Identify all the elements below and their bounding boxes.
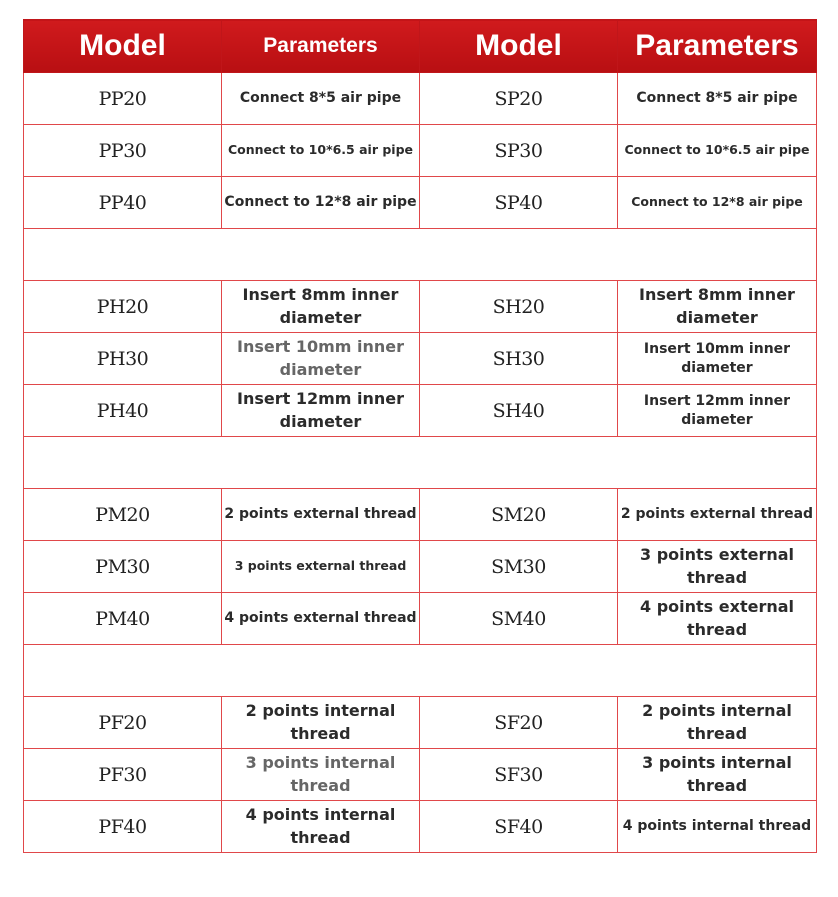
right-model-cell: SM30 (420, 541, 618, 593)
left-model-cell: PF20 (24, 697, 222, 749)
left-model-cell: PF30 (24, 749, 222, 801)
right-model-cell: SF40 (420, 801, 618, 853)
table-row (24, 489, 817, 541)
right-model-cell: SH40 (420, 385, 618, 437)
right-param-cell: 3 points internal thread (618, 749, 817, 801)
table-row (24, 177, 817, 229)
left-param-cell: 2 points external thread (222, 489, 420, 541)
left-param-cell: Insert 12mm inner diameter (222, 385, 420, 437)
table-row (24, 125, 817, 177)
table-row (24, 281, 817, 333)
model-parameters-table (23, 19, 817, 853)
group-separator-row (24, 645, 817, 697)
right-model-cell: SM40 (420, 593, 618, 645)
left-model-cell: PP30 (24, 125, 222, 177)
table-row (24, 73, 817, 125)
right-param-cell: 2 points internal thread (618, 697, 817, 749)
left-param-cell: 4 points external thread (222, 593, 420, 645)
table-row (24, 385, 817, 437)
left-model-cell: PH20 (24, 281, 222, 333)
right-param-cell: Insert 10mm inner diameter (618, 333, 817, 385)
right-model-cell: SH20 (420, 281, 618, 333)
right-model-cell: SP20 (420, 73, 618, 125)
left-param-cell: Connect to 12*8 air pipe (222, 177, 420, 229)
header-params-left: Parameters (222, 20, 420, 73)
left-model-cell: PP20 (24, 73, 222, 125)
left-param-cell: 3 points external thread (222, 541, 420, 593)
table-header-row (24, 20, 817, 73)
left-model-cell: PM20 (24, 489, 222, 541)
right-param-cell: Connect to 10*6.5 air pipe (618, 125, 817, 177)
header-model-right: Model (420, 20, 618, 73)
left-param-cell: 4 points internal thread (222, 801, 420, 853)
right-param-cell: 2 points external thread (618, 489, 817, 541)
left-model-cell: PF40 (24, 801, 222, 853)
right-param-cell: 3 points external thread (618, 541, 817, 593)
group-separator-row (24, 229, 817, 281)
left-param-cell: Insert 10mm inner diameter (222, 333, 420, 385)
table-row (24, 697, 817, 749)
header-params-right: Parameters (618, 20, 817, 73)
left-model-cell: PH40 (24, 385, 222, 437)
left-param-cell: 3 points internal thread (222, 749, 420, 801)
table-row (24, 541, 817, 593)
left-model-cell: PH30 (24, 333, 222, 385)
table-row (24, 333, 817, 385)
table-row (24, 593, 817, 645)
left-model-cell: PP40 (24, 177, 222, 229)
right-param-cell: Connect 8*5 air pipe (618, 73, 817, 125)
table-row (24, 749, 817, 801)
left-model-cell: PM40 (24, 593, 222, 645)
left-param-cell: Connect to 10*6.5 air pipe (222, 125, 420, 177)
separator-cell (24, 437, 817, 489)
left-model-cell: PM30 (24, 541, 222, 593)
table-row (24, 801, 817, 853)
right-model-cell: SF30 (420, 749, 618, 801)
right-param-cell: Connect to 12*8 air pipe (618, 177, 817, 229)
separator-cell (24, 645, 817, 697)
right-param-cell: 4 points external thread (618, 593, 817, 645)
right-param-cell: 4 points internal thread (618, 801, 817, 853)
right-model-cell: SP30 (420, 125, 618, 177)
header-model-left: Model (24, 20, 222, 73)
right-model-cell: SF20 (420, 697, 618, 749)
group-separator-row (24, 437, 817, 489)
left-param-cell: Insert 8mm inner diameter (222, 281, 420, 333)
left-param-cell: Connect 8*5 air pipe (222, 73, 420, 125)
separator-cell (24, 229, 817, 281)
right-model-cell: SP40 (420, 177, 618, 229)
right-param-cell: Insert 12mm inner diameter (618, 385, 817, 437)
right-param-cell: Insert 8mm inner diameter (618, 281, 817, 333)
right-model-cell: SM20 (420, 489, 618, 541)
left-param-cell: 2 points internal thread (222, 697, 420, 749)
right-model-cell: SH30 (420, 333, 618, 385)
